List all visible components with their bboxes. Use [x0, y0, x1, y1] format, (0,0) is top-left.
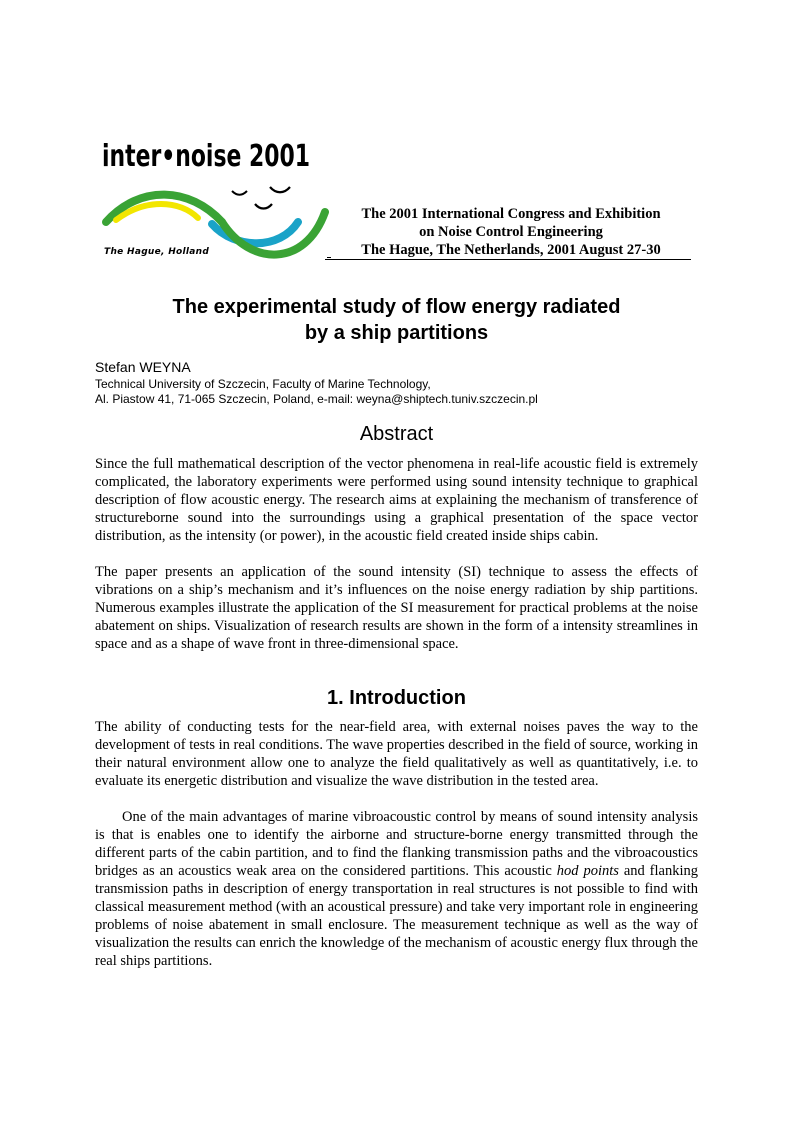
inter-noise-logo-wordmark [100, 135, 340, 175]
abstract-heading: Abstract [359, 423, 434, 445]
abstract-paragraph-1: Since the full mathematical description of the vector phenomena in real-life acoustic field is extremely complicated, the laboratory experiments were performed using sound intensity technique to graphical description of flow acoustic energy. The research aims at explaining the mechanism of transference of structureborne sound into the surroundings using a graphical presentation of the space vector distribution, as the intensity (or power), in the acoustic field created inside ships cabin. [95, 456, 698, 544]
paper-title-line-1: The experimental study of flow energy radiated [172, 296, 621, 318]
paper-title [95, 294, 698, 346]
introduction-heading: 1. Introduction [327, 687, 466, 709]
introduction-paragraph-1: The ability of conducting tests for the near-field area, with external noises paves the way to the development of tests in real conditions. The wave properties described in the field of source, working in their natural environment allow one to analyze the field qualitatively as well as quantitatively, i.e. to evaluate its energetic distribution and visualize the wave distribution in the tested area. [95, 719, 698, 789]
paper-title-line-2: by a ship partitions [304, 322, 489, 344]
conference-line-2: on Noise Control Engineering [419, 224, 603, 240]
intro-p2-italic: hod points [556, 863, 619, 879]
logo-smile-3 [255, 204, 272, 209]
logo-smile-1 [232, 191, 247, 195]
logo-smile-2 [270, 187, 290, 192]
intro-p2-text-a: One of the main advantages of marine vibroacoustic control by means of sound intensity analysis is that is enables one to identify the airborne and structure-borne energy transmitted through the different parts of the cabin partition, and to find the flanking transmission paths and the vibroacoustics bridges as an acoustics weak area on the considered partitions. This acoustic [95, 809, 698, 879]
introduction-paragraph-2 [95, 808, 698, 970]
logo-caption: The Hague, Holland [104, 247, 210, 257]
conference-header [336, 205, 686, 259]
header-rule-tick [327, 257, 331, 258]
affiliation-line-1: Technical University of Szczecin, Faculty of Marine Technology, [95, 377, 431, 391]
logo-green-arc-right [222, 212, 325, 255]
author-name: Stefan WEYNA [95, 359, 191, 375]
intro-p2-text-b: and flanking transmission paths in description of energy transportation in real structures is not possible to find with classical measurement method (with an acoustical pressure) and take very important role in engineering problems of noise abatement in small enclosure. The measurement technique as well as the way of visualization the results can enrich the knowledge of the mechanism of acoustic energy flux through the real ships partitions. [95, 863, 698, 969]
abstract-paragraph-2: The paper presents an application of the sound intensity (SI) technique to assess the effects of vibrations on a ship’s mechanism and it’s influences on the noise energy radiation by ship partitions. Numerous examples illustrate the application of the SI measurement for practical problems at the noise abatement on ships. Visualization of research results are shown in the form of a intensity streamlines in space and as a shape of wave front in three-dimensional space. [95, 564, 698, 652]
conference-line-3: The Hague, The Netherlands, 2001 August 27-30 [361, 242, 661, 258]
header-rule [325, 259, 691, 260]
affiliation-line-2: Al. Piastow 41, 71-065 Szczecin, Poland, e-mail: weyna@shiptech.tuniv.szczecin.pl [95, 392, 538, 406]
logo-wordmark-text: inter•noise 2001 [102, 139, 310, 174]
conference-line-1: The 2001 International Congress and Exhibition [361, 206, 661, 222]
author-affiliation [95, 377, 538, 407]
